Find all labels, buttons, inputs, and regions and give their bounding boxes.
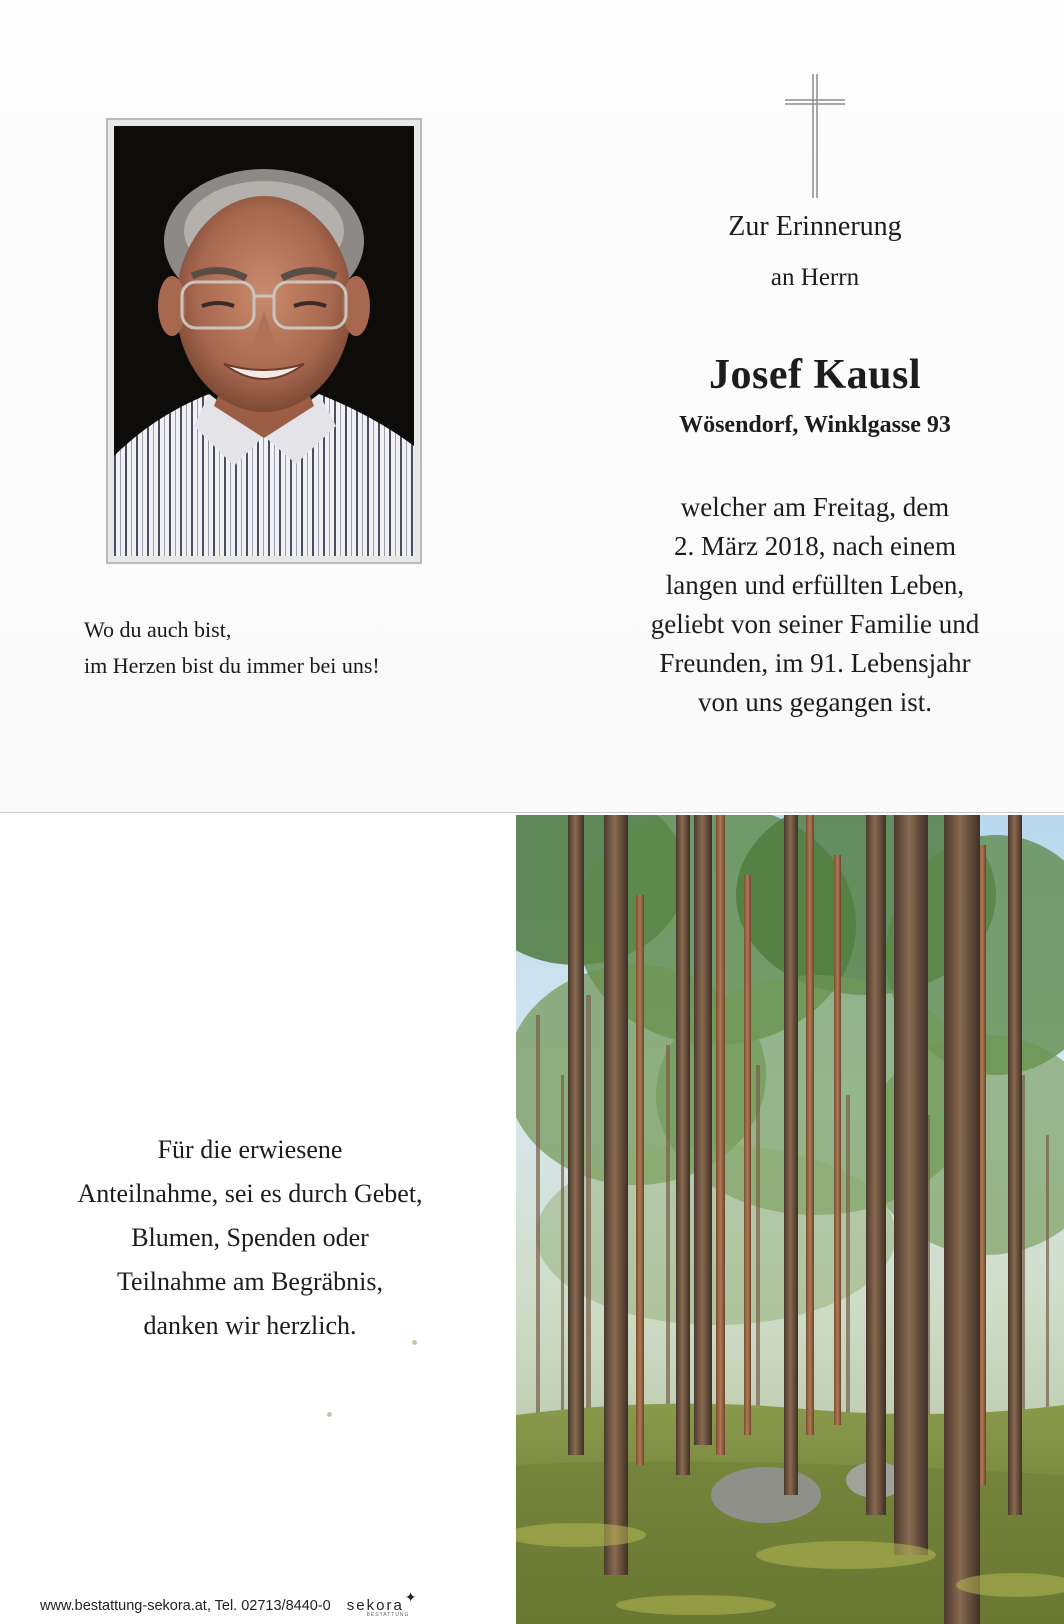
portrait-frame — [106, 118, 422, 564]
deceased-address: Wösendorf, Winklgasse 93 — [679, 412, 951, 438]
obituary-line: von uns gegangen ist. — [698, 687, 932, 717]
thanks-line: danken wir herzlich. — [143, 1311, 357, 1340]
obituary-line: geliebt von seiner Familie und — [650, 609, 980, 639]
paper-speck — [412, 1340, 417, 1345]
thanks-line: Teilnahme am Begräbnis, — [116, 1267, 384, 1296]
paper-speck — [327, 1412, 332, 1417]
bird-logo-icon: ✦ — [404, 1589, 417, 1605]
memory-heading: Zur Erinnerung — [728, 211, 902, 242]
thanks-line: Für die erwiesene — [157, 1135, 343, 1164]
fold-line — [0, 812, 1064, 813]
obituary-line: 2. März 2018, nach einem — [674, 531, 956, 561]
portrait-photo — [114, 126, 414, 556]
obituary-line: Freunden, im 91. Lebensjahr — [659, 648, 971, 678]
motto-line-2: im Herzen bist du immer bei uns! — [84, 653, 380, 678]
obituary-line: langen und erfüllten Leben, — [665, 570, 965, 600]
thanks-text — [40, 1128, 460, 1348]
salutation-line: an Herrn — [770, 264, 860, 291]
cross-icon — [783, 72, 847, 200]
footer-contact: www.bestattung-sekora.at, Tel. 02713/8440-0 — [40, 1598, 331, 1614]
deceased-name: Josef Kausl — [708, 352, 921, 398]
thanks-line: Blumen, Spenden oder — [131, 1223, 369, 1252]
footer-imprint — [40, 1589, 417, 1618]
obituary-text — [600, 488, 1030, 722]
motto-line-1: Wo du auch bist, — [84, 617, 232, 642]
footer-brand-sub: BESTATTUNG — [366, 1612, 410, 1618]
obituary-line: welcher am Freitag, dem — [680, 492, 950, 522]
motto-text — [84, 612, 484, 684]
thanks-line: Anteilnahme, sei es durch Gebet, — [77, 1179, 423, 1208]
forest-image — [516, 815, 1064, 1624]
footer-brand: sekora — [346, 1597, 404, 1614]
